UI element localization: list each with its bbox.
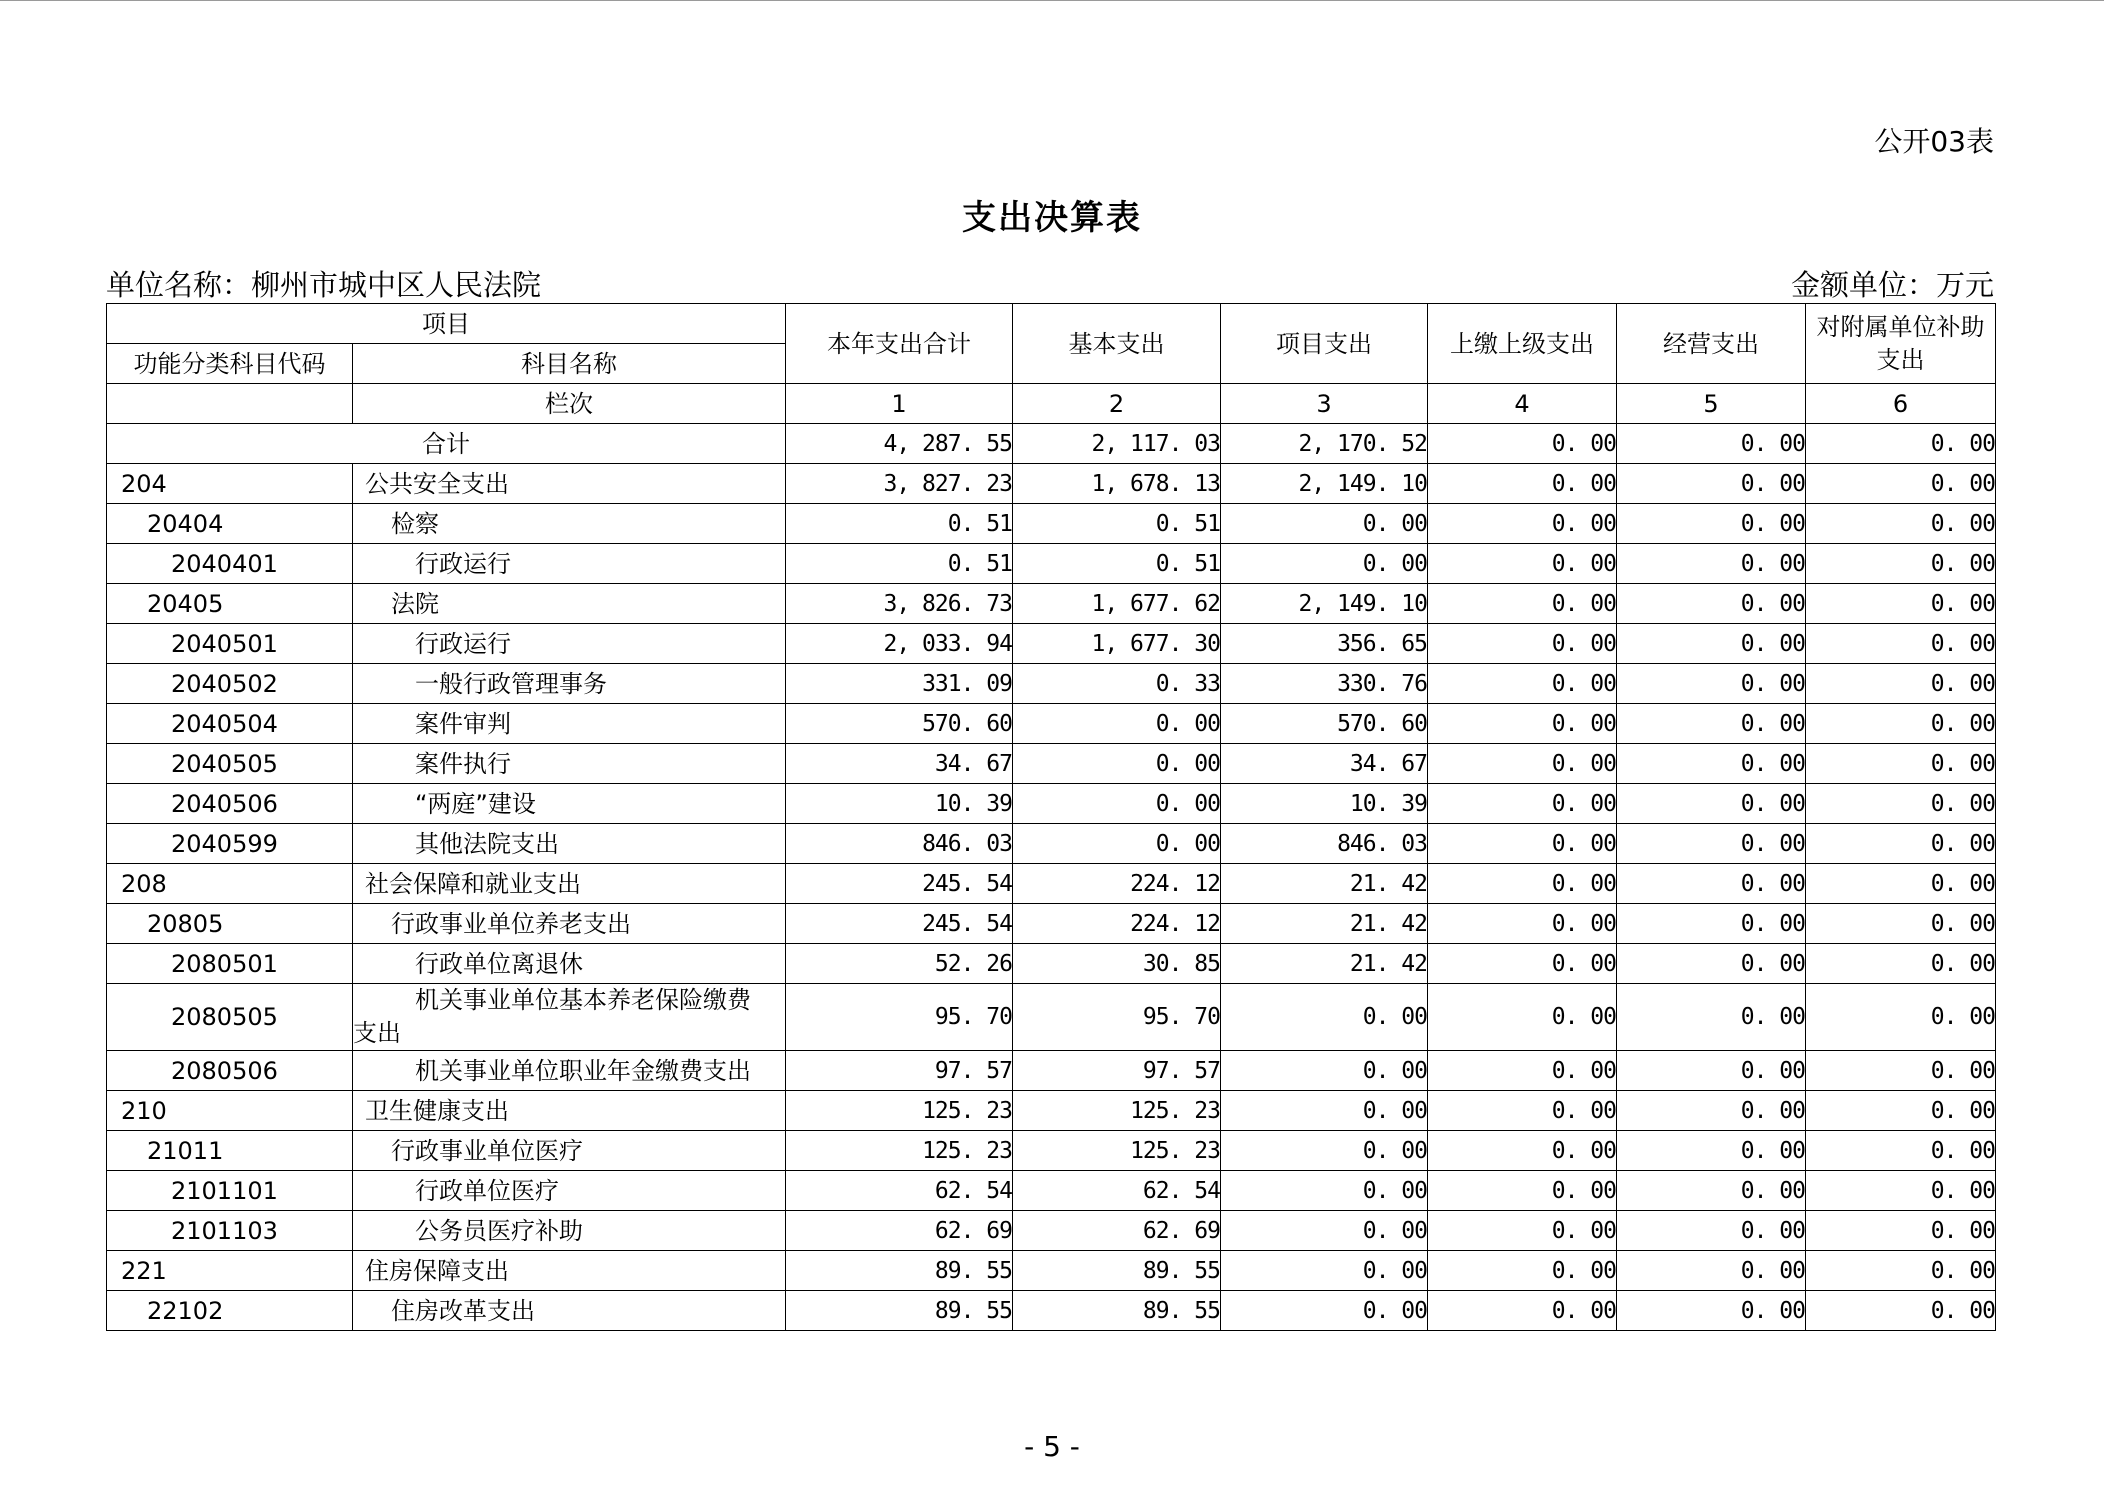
table-row bbox=[107, 904, 1996, 944]
row-value-4: 0. 00 bbox=[1428, 744, 1617, 784]
row-value-2: 95. 70 bbox=[1013, 984, 1221, 1051]
row-value-4: 0. 00 bbox=[1428, 1171, 1617, 1211]
row-value-5: 0. 00 bbox=[1617, 944, 1806, 984]
header-col-4: 上缴上级支出 bbox=[1428, 304, 1617, 384]
row-value-6: 0. 00 bbox=[1806, 584, 1996, 624]
row-value-4: 0. 00 bbox=[1428, 944, 1617, 984]
col-num-3: 3 bbox=[1221, 384, 1428, 424]
row-value-5: 0. 00 bbox=[1617, 904, 1806, 944]
row-value-5: 0. 00 bbox=[1617, 504, 1806, 544]
row-value-1: 62. 54 bbox=[786, 1171, 1013, 1211]
row-value-2: 224. 12 bbox=[1013, 904, 1221, 944]
row-value-4: 0. 00 bbox=[1428, 1291, 1617, 1331]
row-value-1: 245. 54 bbox=[786, 904, 1013, 944]
row-value-4: 0. 00 bbox=[1428, 464, 1617, 504]
row-value-5: 0. 00 bbox=[1617, 864, 1806, 904]
row-value-3: 330. 76 bbox=[1221, 664, 1428, 704]
row-value-6: 0. 00 bbox=[1806, 504, 1996, 544]
total-value-1: 4, 287. 55 bbox=[786, 424, 1013, 464]
table-row bbox=[107, 784, 1996, 824]
table-row bbox=[107, 464, 1996, 504]
row-value-1: 52. 26 bbox=[786, 944, 1013, 984]
total-value-5: 0. 00 bbox=[1617, 424, 1806, 464]
row-value-4: 0. 00 bbox=[1428, 784, 1617, 824]
row-value-3: 0. 00 bbox=[1221, 1091, 1428, 1131]
col-num-1: 1 bbox=[786, 384, 1013, 424]
row-value-1: 125. 23 bbox=[786, 1091, 1013, 1131]
row-name: 社会保障和就业支出 bbox=[353, 864, 786, 904]
row-value-1: 0. 51 bbox=[786, 544, 1013, 584]
row-value-3: 0. 00 bbox=[1221, 544, 1428, 584]
row-code: 2040501 bbox=[107, 624, 353, 664]
row-value-3: 0. 00 bbox=[1221, 1291, 1428, 1331]
row-value-5: 0. 00 bbox=[1617, 664, 1806, 704]
row-value-1: 331. 09 bbox=[786, 664, 1013, 704]
row-value-4: 0. 00 bbox=[1428, 1251, 1617, 1291]
row-code: 204 bbox=[107, 464, 353, 504]
row-value-2: 0. 00 bbox=[1013, 824, 1221, 864]
form-number: 公开03表 bbox=[1874, 125, 1994, 158]
row-value-4: 0. 00 bbox=[1428, 984, 1617, 1051]
row-name: 检察 bbox=[353, 504, 786, 544]
row-value-5: 0. 00 bbox=[1617, 984, 1806, 1051]
row-value-5: 0. 00 bbox=[1617, 624, 1806, 664]
row-name: 住房改革支出 bbox=[353, 1291, 786, 1331]
row-name: “两庭”建设 bbox=[353, 784, 786, 824]
row-value-2: 89. 55 bbox=[1013, 1291, 1221, 1331]
row-value-3: 2, 149. 10 bbox=[1221, 464, 1428, 504]
header-col-2: 基本支出 bbox=[1013, 304, 1221, 384]
row-value-6: 0. 00 bbox=[1806, 824, 1996, 864]
row-code: 2101101 bbox=[107, 1171, 353, 1211]
row-value-5: 0. 00 bbox=[1617, 584, 1806, 624]
row-value-6: 0. 00 bbox=[1806, 864, 1996, 904]
row-value-5: 0. 00 bbox=[1617, 784, 1806, 824]
row-name: 公共安全支出 bbox=[353, 464, 786, 504]
row-value-5: 0. 00 bbox=[1617, 1051, 1806, 1091]
row-code: 2040401 bbox=[107, 544, 353, 584]
row-value-3: 21. 42 bbox=[1221, 864, 1428, 904]
row-value-2: 224. 12 bbox=[1013, 864, 1221, 904]
row-value-3: 356. 65 bbox=[1221, 624, 1428, 664]
table-row bbox=[107, 1131, 1996, 1171]
row-value-3: 0. 00 bbox=[1221, 1171, 1428, 1211]
amount-unit: 金额单位：万元 bbox=[1790, 268, 1994, 302]
row-name: 案件审判 bbox=[353, 704, 786, 744]
row-code: 22102 bbox=[107, 1291, 353, 1331]
row-value-2: 0. 33 bbox=[1013, 664, 1221, 704]
col-num-4: 4 bbox=[1428, 384, 1617, 424]
top-border-line bbox=[0, 0, 2104, 1]
row-value-1: 34. 67 bbox=[786, 744, 1013, 784]
row-value-2: 62. 54 bbox=[1013, 1171, 1221, 1211]
row-value-4: 0. 00 bbox=[1428, 1091, 1617, 1131]
row-value-4: 0. 00 bbox=[1428, 504, 1617, 544]
row-value-5: 0. 00 bbox=[1617, 1131, 1806, 1171]
row-value-6: 0. 00 bbox=[1806, 624, 1996, 664]
row-value-4: 0. 00 bbox=[1428, 1051, 1617, 1091]
row-name: 行政运行 bbox=[353, 544, 786, 584]
row-name: 案件执行 bbox=[353, 744, 786, 784]
row-value-3: 0. 00 bbox=[1221, 984, 1428, 1051]
row-value-1: 245. 54 bbox=[786, 864, 1013, 904]
row-value-4: 0. 00 bbox=[1428, 704, 1617, 744]
header-code: 功能分类科目代码 bbox=[107, 344, 353, 384]
row-value-4: 0. 00 bbox=[1428, 824, 1617, 864]
row-name: 行政事业单位养老支出 bbox=[353, 904, 786, 944]
table-row bbox=[107, 664, 1996, 704]
total-value-4: 0. 00 bbox=[1428, 424, 1617, 464]
row-value-3: 34. 67 bbox=[1221, 744, 1428, 784]
row-value-2: 62. 69 bbox=[1013, 1211, 1221, 1251]
table-row bbox=[107, 1171, 1996, 1211]
row-value-1: 570. 60 bbox=[786, 704, 1013, 744]
row-name: 卫生健康支出 bbox=[353, 1091, 786, 1131]
col-num-5: 5 bbox=[1617, 384, 1806, 424]
row-name bbox=[353, 984, 786, 1051]
row-value-4: 0. 00 bbox=[1428, 864, 1617, 904]
row-value-6: 0. 00 bbox=[1806, 1251, 1996, 1291]
row-value-1: 846. 03 bbox=[786, 824, 1013, 864]
organization-name: 单位名称：柳州市城中区人民法院 bbox=[106, 268, 542, 302]
col-num-2: 2 bbox=[1013, 384, 1221, 424]
row-value-5: 0. 00 bbox=[1617, 1091, 1806, 1131]
header-col-5: 经营支出 bbox=[1617, 304, 1806, 384]
row-name: 行政单位离退休 bbox=[353, 944, 786, 984]
row-value-2: 0. 51 bbox=[1013, 504, 1221, 544]
row-value-1: 95. 70 bbox=[786, 984, 1013, 1051]
row-value-4: 0. 00 bbox=[1428, 584, 1617, 624]
row-value-3: 21. 42 bbox=[1221, 944, 1428, 984]
row-value-1: 2, 033. 94 bbox=[786, 624, 1013, 664]
row-value-2: 0. 51 bbox=[1013, 544, 1221, 584]
table-row bbox=[107, 944, 1996, 984]
row-value-4: 0. 00 bbox=[1428, 664, 1617, 704]
row-value-2: 1, 678. 13 bbox=[1013, 464, 1221, 504]
row-value-2: 30. 85 bbox=[1013, 944, 1221, 984]
row-name: 行政单位医疗 bbox=[353, 1171, 786, 1211]
table-row bbox=[107, 1251, 1996, 1291]
row-value-4: 0. 00 bbox=[1428, 544, 1617, 584]
row-value-6: 0. 00 bbox=[1806, 544, 1996, 584]
page-title: 支出决算表 bbox=[962, 198, 1142, 238]
row-value-3: 0. 00 bbox=[1221, 1051, 1428, 1091]
row-value-6: 0. 00 bbox=[1806, 1091, 1996, 1131]
row-value-3: 846. 03 bbox=[1221, 824, 1428, 864]
row-value-4: 0. 00 bbox=[1428, 1211, 1617, 1251]
table-row bbox=[107, 624, 1996, 664]
row-code: 221 bbox=[107, 1251, 353, 1291]
row-code: 2101103 bbox=[107, 1211, 353, 1251]
row-name: 其他法院支出 bbox=[353, 824, 786, 864]
row-value-6: 0. 00 bbox=[1806, 1171, 1996, 1211]
header-item: 项目 bbox=[107, 304, 786, 344]
row-code: 2080501 bbox=[107, 944, 353, 984]
header-name: 科目名称 bbox=[353, 344, 786, 384]
table-row bbox=[107, 1051, 1996, 1091]
row-name: 行政事业单位医疗 bbox=[353, 1131, 786, 1171]
row-name-line-1: 机关事业单位基本养老保险缴费 bbox=[415, 986, 751, 1014]
row-value-4: 0. 00 bbox=[1428, 624, 1617, 664]
page-number: - 5 - bbox=[1024, 1430, 1080, 1463]
total-value-2: 2, 117. 03 bbox=[1013, 424, 1221, 464]
row-value-1: 10. 39 bbox=[786, 784, 1013, 824]
row-value-2: 1, 677. 30 bbox=[1013, 624, 1221, 664]
table-row bbox=[107, 824, 1996, 864]
row-value-2: 89. 55 bbox=[1013, 1251, 1221, 1291]
table-body bbox=[107, 464, 1996, 1331]
row-code: 20404 bbox=[107, 504, 353, 544]
row-value-3: 2, 149. 10 bbox=[1221, 584, 1428, 624]
row-value-4: 0. 00 bbox=[1428, 904, 1617, 944]
row-value-1: 3, 826. 73 bbox=[786, 584, 1013, 624]
row-name: 住房保障支出 bbox=[353, 1251, 786, 1291]
table-row bbox=[107, 744, 1996, 784]
table-row bbox=[107, 1291, 1996, 1331]
row-name: 一般行政管理事务 bbox=[353, 664, 786, 704]
row-value-6: 0. 00 bbox=[1806, 704, 1996, 744]
row-value-5: 0. 00 bbox=[1617, 1251, 1806, 1291]
row-value-1: 0. 51 bbox=[786, 504, 1013, 544]
row-value-1: 89. 55 bbox=[786, 1291, 1013, 1331]
table-row bbox=[107, 704, 1996, 744]
row-name: 公务员医疗补助 bbox=[353, 1211, 786, 1251]
header-col-3: 项目支出 bbox=[1221, 304, 1428, 384]
header-row-label: 栏次 bbox=[353, 384, 786, 424]
row-value-6: 0. 00 bbox=[1806, 664, 1996, 704]
col-num-6: 6 bbox=[1806, 384, 1996, 424]
row-value-6: 0. 00 bbox=[1806, 904, 1996, 944]
row-value-5: 0. 00 bbox=[1617, 1291, 1806, 1331]
row-value-6: 0. 00 bbox=[1806, 1211, 1996, 1251]
table-row bbox=[107, 1211, 1996, 1251]
row-value-6: 0. 00 bbox=[1806, 944, 1996, 984]
header-empty-cell bbox=[107, 384, 353, 424]
table-row bbox=[107, 984, 1996, 1051]
row-value-6: 0. 00 bbox=[1806, 1131, 1996, 1171]
table-row bbox=[107, 544, 1996, 584]
row-value-6: 0. 00 bbox=[1806, 1291, 1996, 1331]
total-value-3: 2, 170. 52 bbox=[1221, 424, 1428, 464]
total-value-6: 0. 00 bbox=[1806, 424, 1996, 464]
row-value-4: 0. 00 bbox=[1428, 1131, 1617, 1171]
row-value-1: 62. 69 bbox=[786, 1211, 1013, 1251]
row-code: 2040502 bbox=[107, 664, 353, 704]
row-value-2: 125. 23 bbox=[1013, 1091, 1221, 1131]
expenditure-table bbox=[106, 303, 1996, 1331]
row-name: 行政运行 bbox=[353, 624, 786, 664]
row-name: 法院 bbox=[353, 584, 786, 624]
row-code: 20805 bbox=[107, 904, 353, 944]
row-value-2: 97. 57 bbox=[1013, 1051, 1221, 1091]
row-value-3: 0. 00 bbox=[1221, 1251, 1428, 1291]
row-code: 21011 bbox=[107, 1131, 353, 1171]
row-value-3: 10. 39 bbox=[1221, 784, 1428, 824]
table-row bbox=[107, 504, 1996, 544]
row-code: 20405 bbox=[107, 584, 353, 624]
row-value-2: 125. 23 bbox=[1013, 1131, 1221, 1171]
table-row bbox=[107, 864, 1996, 904]
row-value-1: 3, 827. 23 bbox=[786, 464, 1013, 504]
row-value-1: 125. 23 bbox=[786, 1131, 1013, 1171]
row-value-3: 21. 42 bbox=[1221, 904, 1428, 944]
row-value-6: 0. 00 bbox=[1806, 464, 1996, 504]
row-name-line-2: 支出 bbox=[353, 1019, 401, 1047]
row-code: 210 bbox=[107, 1091, 353, 1131]
row-value-2: 1, 677. 62 bbox=[1013, 584, 1221, 624]
row-value-5: 0. 00 bbox=[1617, 1171, 1806, 1211]
row-value-1: 89. 55 bbox=[786, 1251, 1013, 1291]
row-value-5: 0. 00 bbox=[1617, 744, 1806, 784]
row-value-3: 0. 00 bbox=[1221, 1131, 1428, 1171]
row-value-3: 570. 60 bbox=[1221, 704, 1428, 744]
row-value-6: 0. 00 bbox=[1806, 784, 1996, 824]
row-code: 2080505 bbox=[107, 984, 353, 1051]
row-code: 2040505 bbox=[107, 744, 353, 784]
table-row bbox=[107, 1091, 1996, 1131]
row-value-2: 0. 00 bbox=[1013, 784, 1221, 824]
total-label: 合计 bbox=[107, 424, 786, 464]
row-value-2: 0. 00 bbox=[1013, 704, 1221, 744]
row-value-5: 0. 00 bbox=[1617, 824, 1806, 864]
row-value-5: 0. 00 bbox=[1617, 1211, 1806, 1251]
row-code: 2080506 bbox=[107, 1051, 353, 1091]
table-row bbox=[107, 584, 1996, 624]
row-value-3: 0. 00 bbox=[1221, 1211, 1428, 1251]
row-value-3: 0. 00 bbox=[1221, 504, 1428, 544]
row-value-2: 0. 00 bbox=[1013, 744, 1221, 784]
row-value-5: 0. 00 bbox=[1617, 544, 1806, 584]
row-name: 机关事业单位职业年金缴费支出 bbox=[353, 1051, 786, 1091]
row-code: 208 bbox=[107, 864, 353, 904]
row-value-6: 0. 00 bbox=[1806, 984, 1996, 1051]
row-value-6: 0. 00 bbox=[1806, 1051, 1996, 1091]
row-value-6: 0. 00 bbox=[1806, 744, 1996, 784]
row-value-5: 0. 00 bbox=[1617, 704, 1806, 744]
header-col-1: 本年支出合计 bbox=[786, 304, 1013, 384]
row-code: 2040504 bbox=[107, 704, 353, 744]
row-code: 2040506 bbox=[107, 784, 353, 824]
row-code: 2040599 bbox=[107, 824, 353, 864]
row-value-5: 0. 00 bbox=[1617, 464, 1806, 504]
row-value-1: 97. 57 bbox=[786, 1051, 1013, 1091]
header-col-6: 对附属单位补助支出 bbox=[1806, 304, 1996, 384]
